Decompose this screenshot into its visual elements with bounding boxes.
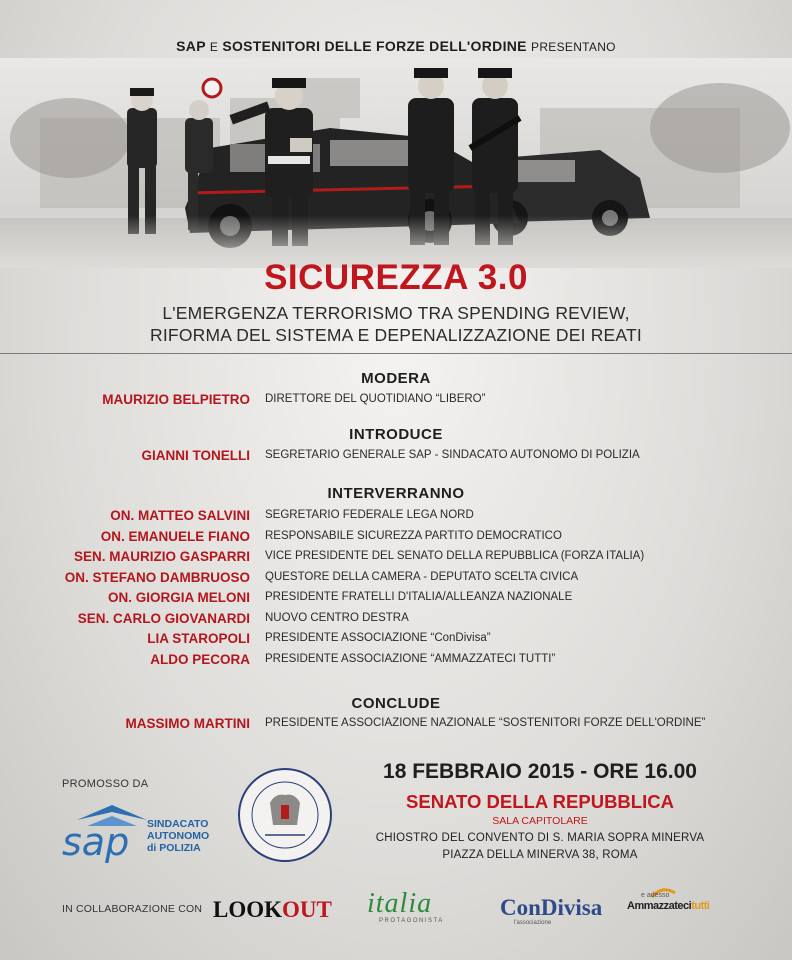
speaker-role: NUOVO CENTRO DESTRA [265,612,409,624]
event-venue: SENATO DELLA REPUBBLICA [406,791,674,812]
speaker-name: ON. EMANUELE FIANO [100,529,250,544]
condivisa-logo-sub: l'associazione [514,920,552,926]
heading-modera: MODERA [361,370,431,387]
introducer-row [0,448,792,468]
header-presenters [0,38,792,54]
moderator-role: DIRETTORE DEL QUOTIDIANO “LIBERO” [265,393,486,405]
heading-introduce: INTRODUCE [349,426,443,443]
sap-logo-text [147,818,209,854]
speaker-name: ON. STEFANO DAMBRUOSO [64,570,250,585]
condivisa-logo: ConDivisa [500,895,603,920]
header-connector: E [209,40,219,54]
speaker-row [0,570,792,590]
header-verb: PRESENTANO [531,40,616,54]
italia-logo-sub: PROTAGONISTA [379,918,444,924]
sostenitori-seal [235,765,335,865]
speaker-name: ON. GIORGIA MELONI [107,590,250,605]
sap-logo-word: sap [62,820,130,864]
speaker-row [0,508,792,528]
police-photo [0,58,792,268]
ammazzateci-logo-tutti: tutti [691,900,710,912]
sap-logo [62,800,262,880]
speaker-row [0,611,792,631]
lookout-logo-text: LOOK [213,897,283,922]
closer-role: PRESIDENTE ASSOCIAZIONE NAZIONALE “SOSTENITORI FORZE DELL'ORDINE” [265,717,706,729]
lookout-logo [213,897,332,923]
promoted-by-label: PROMOSSO DA [62,778,149,790]
speaker-role: RESPONSABILE SICUREZZA PARTITO DEMOCRATICO [265,530,562,542]
moderator-row [0,392,792,412]
sap-logo-line: di POLIZIA [147,842,201,854]
event-address-line2: PIAZZA DELLA MINERVA 38, ROMA [442,849,638,861]
ammazzateci-logo-word [627,900,709,912]
introducer-role: SEGRETARIO GENERALE SAP - SINDACATO AUTONOMO DI POLIZIA [265,449,640,461]
collaboration-label: IN COLLABORAZIONE CON [62,903,203,915]
sap-logo-line: AUTONOMO [147,830,210,842]
event-room: SALA CAPITOLARE [492,815,588,827]
speaker-row [0,529,792,549]
event-datetime: 18 FEBBRAIO 2015 - ORE 16.00 [383,760,697,783]
introducer-name: GIANNI TONELLI [141,448,250,463]
speaker-row [0,652,792,672]
speaker-name: ON. MATTEO SALVINI [110,508,250,523]
speaker-role: QUESTORE DELLA CAMERA - DEPUTATO SCELTA CIVICA [265,571,579,583]
speaker-role: PRESIDENTE FRATELLI D'ITALIA/ALLEANZA NAZIONALE [265,591,573,603]
moderator-name: MAURIZIO BELPIETRO [102,392,250,407]
speaker-row [0,590,792,610]
lookout-logo-text-red: OUT [282,897,332,922]
speaker-row [0,631,792,651]
speaker-row [0,549,792,569]
ammazzateci-logo [627,885,710,925]
speaker-name: ALDO PECORA [150,652,250,667]
heading-conclude: CONCLUDE [351,695,441,712]
closer-name: MASSIMO MARTINI [125,716,250,731]
event-subtitle-line2: RIFORMA DEL SISTEMA E DEPENALIZZAZIONE DEI REATI [150,325,642,345]
speaker-role: VICE PRESIDENTE DEL SENATO DELLA REPUBBLICA (FORZA ITALIA) [265,550,645,562]
speaker-role: SEGRETARIO FEDERALE LEGA NORD [265,509,474,521]
speaker-role: PRESIDENTE ASSOCIAZIONE “ConDivisa” [265,632,491,644]
header-org-sap: SAP [176,38,206,54]
closer-row [0,716,792,736]
header-org-sostenitori: SOSTENITORI DELLE FORZE DELL'ORDINE [222,38,527,54]
heading-interverranno: INTERVERRANNO [327,485,465,502]
speaker-name: SEN. CARLO GIOVANARDI [77,611,250,626]
italia-logo: italia [367,888,433,919]
speaker-name: LIA STAROPOLI [147,631,250,646]
speaker-role: PRESIDENTE ASSOCIAZIONE “AMMAZZATECI TUTTI” [265,653,556,665]
ammazzateci-logo-pre: e adesso [641,892,670,899]
event-address-line1: CHIOSTRO DEL CONVENTO DI S. MARIA SOPRA MINERVA [375,832,705,844]
divider [0,353,792,354]
event-title: SICUREZZA 3.0 [264,258,528,297]
event-subtitle-line1: L'EMERGENZA TERRORISMO TRA SPENDING REVIEW, [162,303,630,323]
sap-logo-line: SINDACATO [147,818,209,830]
ammazzateci-logo-main: Ammazzateci [627,900,692,912]
speaker-name: SEN. MAURIZIO GASPARRI [73,549,250,564]
